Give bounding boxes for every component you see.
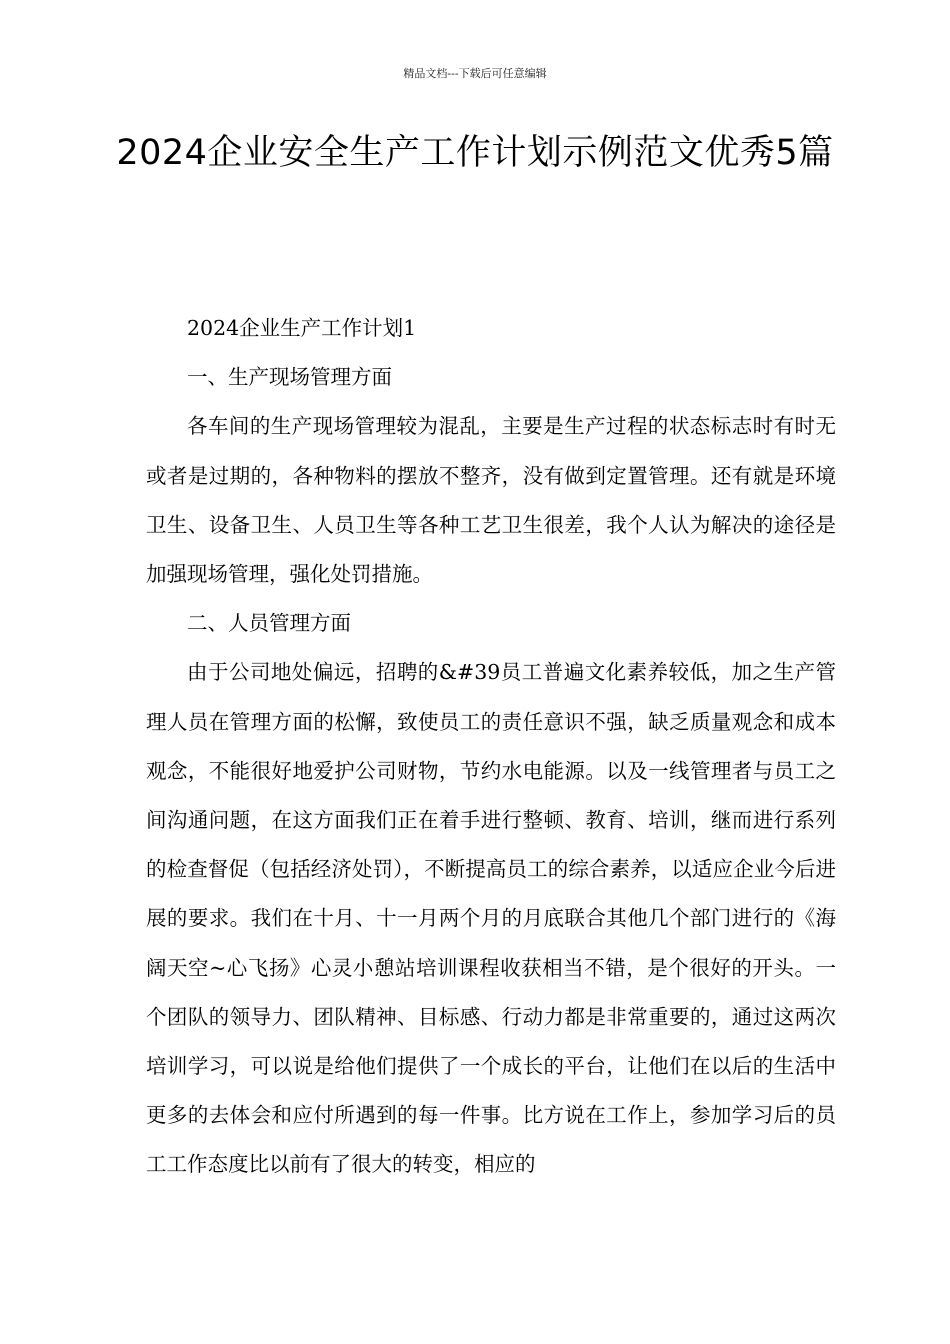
section-heading-personnel-management: 二、人员管理方面 — [187, 611, 351, 636]
section-heading-plan-1: 2024企业生产工作计划1 — [187, 316, 417, 340]
page-header: 精品文档---下载后可任意编辑 — [403, 67, 547, 80]
paragraph-site-management: 各车间的生产现场管理较为混乱，主要是生产过程的状态标志时有时无或者是过期的，各种物料的摆放不整齐，没有做到定置管理。还有就是环境卫生、设备卫生、人员卫生等各种工艺卫生很差，我个人认为解决的途径是加强现场管理，强化处罚措施。 — [146, 414, 836, 587]
paragraph-personnel-management: 由于公司地处偏远，招聘的&#39员工普遍文化素养较低，加之生产管理人员在管理方面的松懈，致使员工的责任意识不强，缺乏质量观念和成本观念，不能很好地爱护公司财物，节约水电能源。以及一线管理者与员工之间沟通问题，在这方面我们正在着手进行整顿、教育、培训，继而进行系列的检查督促（包括经济处罚），不断提高员工的综合素养，以适应企业今后进展的要求。我们在十月、十一月两个月的月底联合其他几个部门进行的《海阔天空~心飞扬》心灵小憩站培训课程收获相当不错，是个很好的开头。一个团队的领导力、团队精神、目标感、行动力都是非常重要的，通过这两次培训学习，可以说是给他们提供了一个成长的平台，让他们在以后的生活中更多的去体会和应付所遇到的每一件事。比方说在工作上，参加学习后的员工工作态度比以前有了很大的转变，相应的 — [146, 660, 836, 1177]
document-body — [146, 304, 836, 1190]
document-title: 2024企业安全生产工作计划示例范文优秀5篇 — [116, 133, 834, 173]
section-heading-site-management: 一、生产现场管理方面 — [187, 365, 392, 390]
